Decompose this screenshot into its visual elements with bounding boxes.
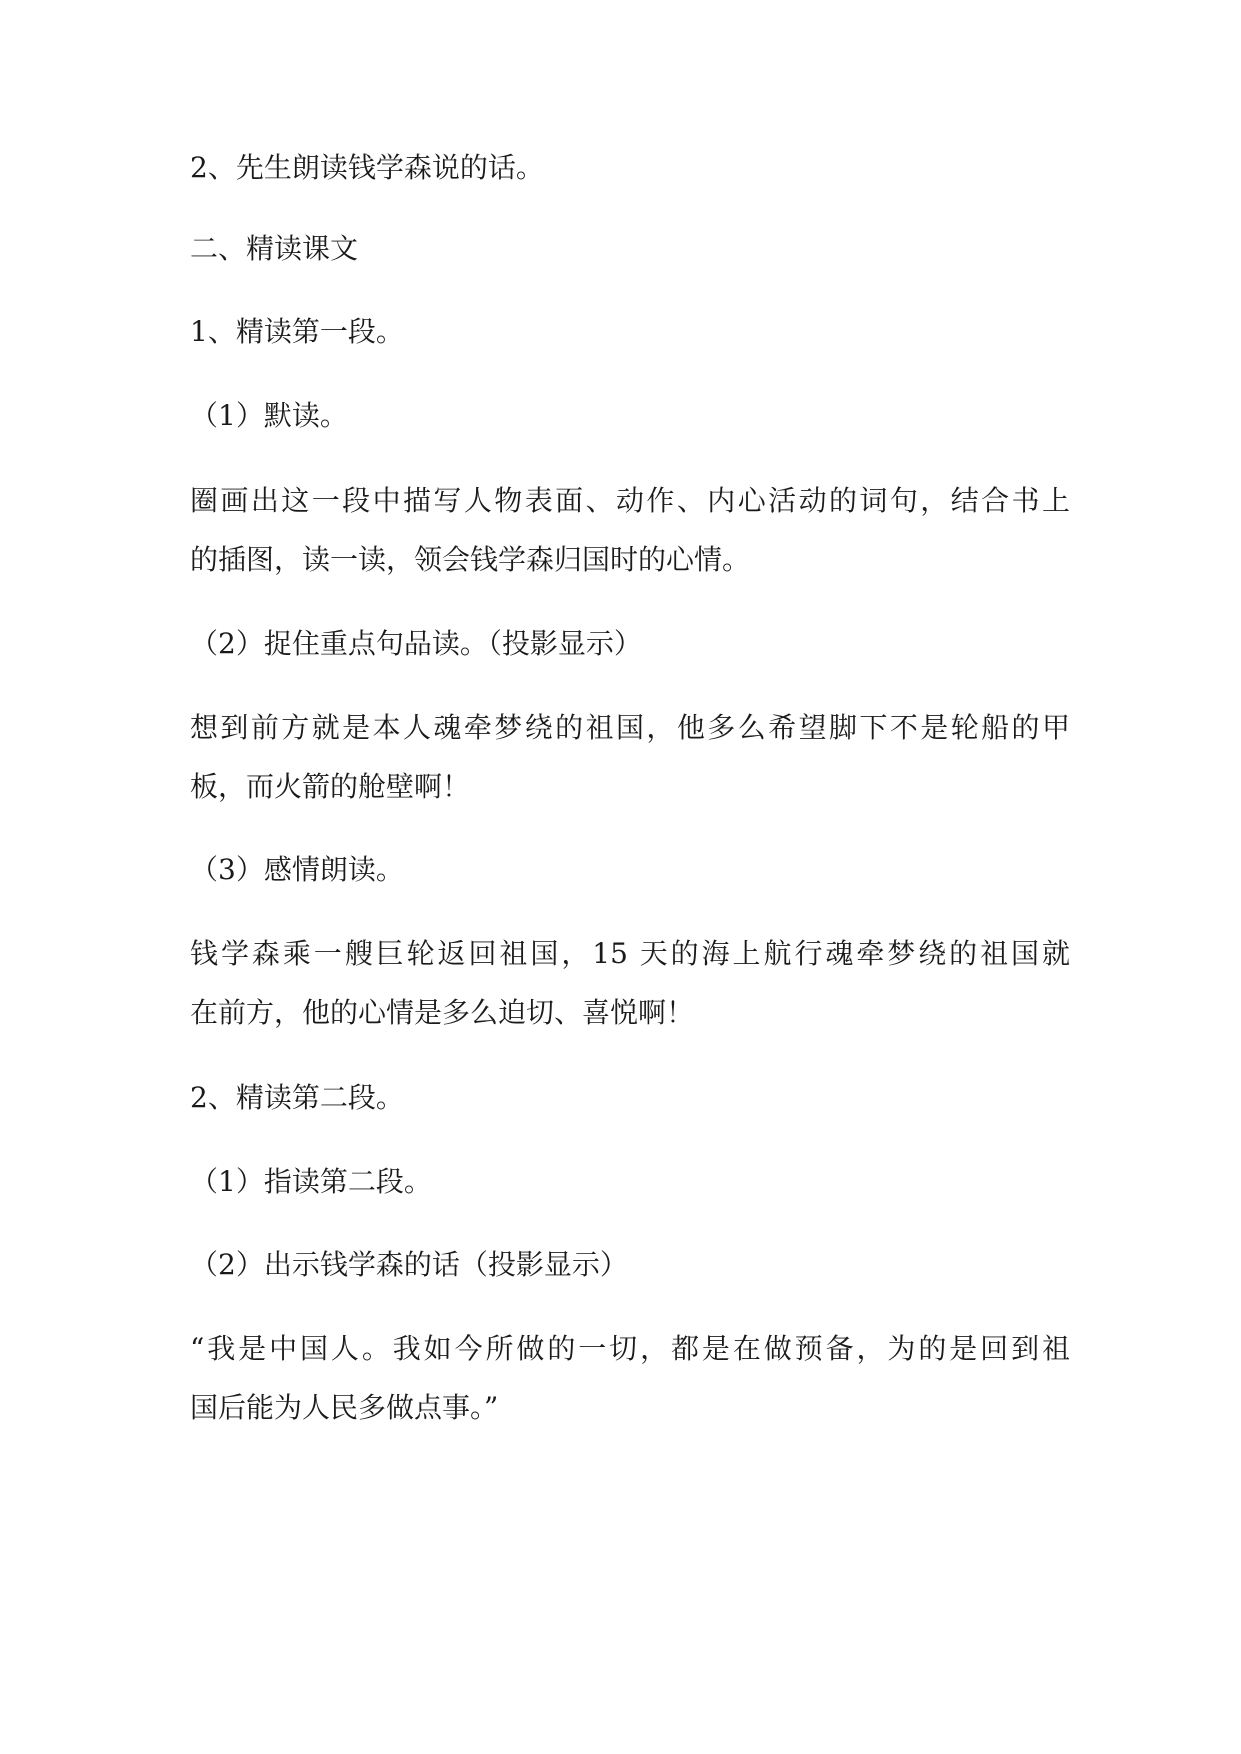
paragraph-line: 板，而火箭的舱壁啊！ <box>190 770 471 803</box>
quote-line: 国后能为人民多做点事。” <box>190 1391 499 1424</box>
paragraph-line: 的插图，读一读，领会钱学森归国时的心情。 <box>190 543 751 576</box>
substep-3-emotional-reading: （3）感情朗读。 <box>190 853 404 886</box>
paragraph-line: 在前方，他的心情是多么迫切、喜悦啊！ <box>190 996 695 1029</box>
step-2-teacher-reads: 2、先生朗读钱学森说的话。 <box>190 151 544 184</box>
quote-line: “我是中国人。我如今所做的一切，都是在做预备，为的是回到祖 <box>190 1332 1070 1365</box>
substep-1-guided-reading: （1）指读第二段。 <box>190 1165 432 1198</box>
section-heading-intensive-reading: 二、精读课文 <box>190 232 359 265</box>
paragraph-line: 想到前方就是本人魂牵梦绕的祖国，他多么希望脚下不是轮船的甲 <box>190 711 1070 744</box>
paragraph-line: 钱学森乘一艘巨轮返回祖国，15 天的海上航行魂牵梦绕的祖国就 <box>190 937 1070 970</box>
paragraph-line: 圈画出这一段中描写人物表面、动作、内心活动的词句，结合书上 <box>190 484 1070 517</box>
substep-2-key-sentence: （2）捉住重点句品读。（投影显示） <box>190 627 642 660</box>
substep-1-silent-reading: （1）默读。 <box>190 399 348 432</box>
substep-2-show-quote: （2）出示钱学森的话（投影显示） <box>190 1248 628 1281</box>
step-2-second-paragraph: 2、精读第二段。 <box>190 1081 404 1114</box>
step-1-first-paragraph: 1、精读第一段。 <box>190 315 404 348</box>
